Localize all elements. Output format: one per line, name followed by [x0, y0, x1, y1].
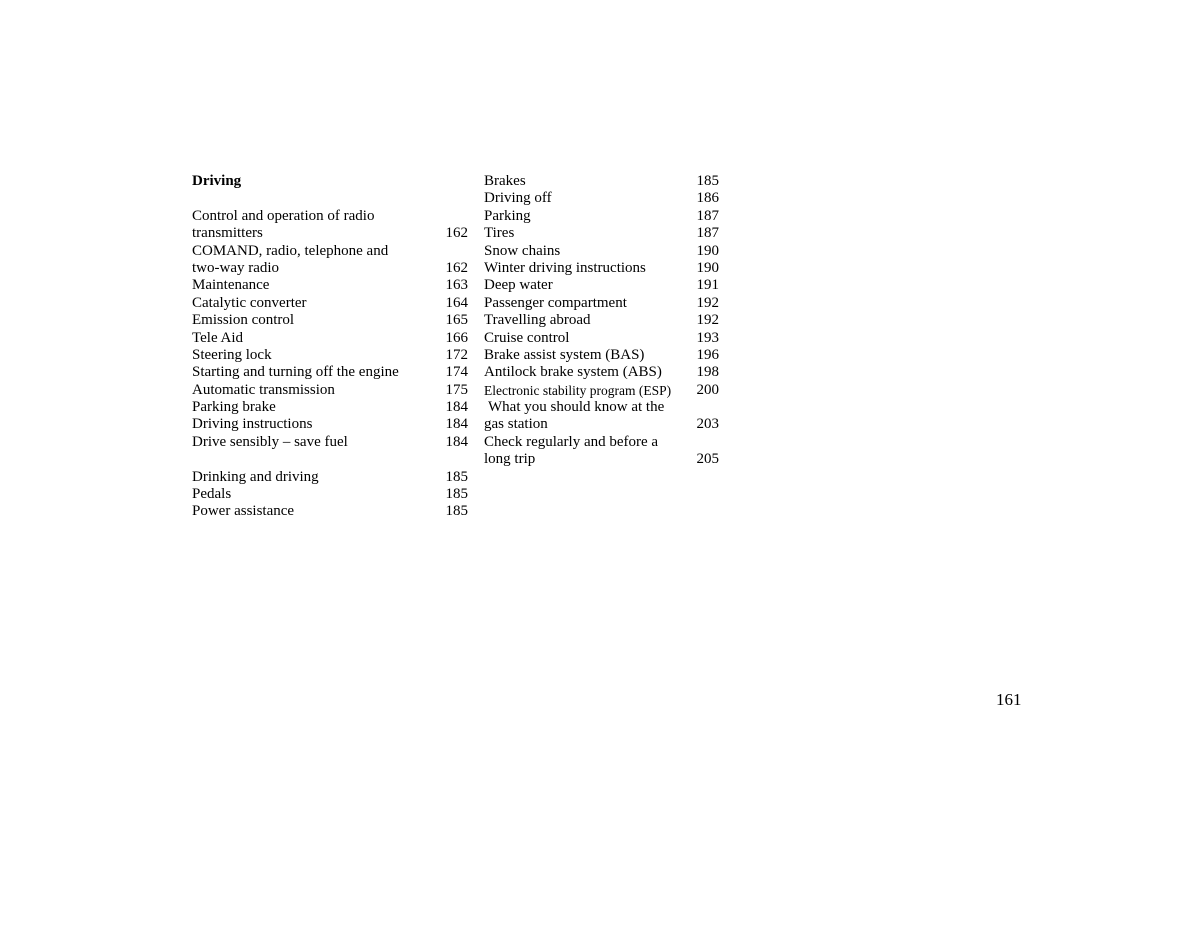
toc-entry: [192, 243, 468, 260]
toc-entry: [484, 451, 719, 468]
toc-entry-label: Winter driving instructions: [484, 259, 646, 276]
toc-entry: [484, 295, 719, 312]
toc-entry-page: 172: [445, 346, 468, 363]
section-heading: [192, 173, 468, 190]
toc-entry-page: 187: [696, 225, 719, 242]
toc-entry: [484, 347, 719, 364]
toc-entry: [484, 260, 719, 277]
toc-entry: [484, 312, 719, 329]
toc-entry-label: What you should know at the: [488, 399, 665, 416]
toc-entry-label: transmitters: [192, 225, 263, 242]
toc-entry-page: 187: [696, 207, 719, 224]
toc-entry-label: Parking brake: [192, 399, 276, 416]
toc-entry-page: 165: [445, 312, 468, 329]
toc-entry: [192, 330, 468, 347]
toc-entry: [484, 382, 719, 399]
toc-entry-page: 192: [696, 294, 719, 311]
toc-entry: [192, 486, 468, 503]
toc-entry: [192, 364, 468, 381]
toc-entry-label: Steering lock: [192, 346, 272, 363]
toc-entry: [192, 225, 468, 242]
toc-entry-page: 184: [445, 416, 468, 433]
toc-entry-label: gas station: [484, 416, 548, 433]
toc-entry-page: 190: [696, 259, 719, 276]
blank-line: [192, 451, 468, 468]
toc-entry: [192, 260, 468, 277]
toc-entry-label: Travelling abroad: [484, 312, 591, 329]
toc-entry-label: Deep water: [484, 277, 553, 294]
toc-entry-label: Starting and turning off the engine: [192, 364, 399, 381]
toc-entry: [484, 434, 719, 451]
toc-entry-page: 200: [696, 381, 719, 398]
toc-entry-label: two-way radio: [192, 259, 280, 276]
page-number: 161: [996, 690, 1022, 709]
toc-entry-label: Power assistance: [192, 503, 295, 520]
toc-entry-label: Parking: [484, 207, 531, 224]
toc-entry-label: Brakes: [484, 173, 526, 189]
toc-entry-page: 166: [445, 329, 468, 346]
toc-entry: [192, 312, 468, 329]
toc-entry-page: 184: [445, 433, 468, 450]
toc-entry-page: 186: [696, 190, 719, 207]
toc-right-column: [484, 173, 719, 469]
toc-entry-label: Automatic transmission: [192, 381, 335, 398]
toc-entry-label: Drive sensibly – save fuel: [192, 433, 348, 450]
toc-entry-label: Pedals: [192, 486, 232, 503]
toc-entry: [484, 277, 719, 294]
toc-entry-label: Emission control: [192, 312, 295, 329]
toc-entry-page: 164: [445, 294, 468, 311]
toc-entry: [484, 364, 719, 381]
toc-entry-label: Electronic stability program (ESP): [484, 382, 672, 398]
toc-entry-label: Driving instructions: [192, 416, 313, 433]
toc-entry: [484, 208, 719, 225]
toc-entry-label: Catalytic converter: [192, 294, 307, 311]
toc-entry-label: Check regularly and before a: [484, 433, 659, 450]
toc-entry-page: 191: [696, 277, 719, 294]
toc-entry-page: 185: [696, 173, 719, 189]
toc-entry-page: 203: [696, 416, 719, 433]
toc-entry-page: 163: [445, 277, 468, 294]
section-title: Driving: [192, 173, 242, 189]
toc-entry: [192, 399, 468, 416]
toc-entry-label: Antilock brake system (ABS): [484, 364, 662, 381]
toc-entry-label: Driving off: [484, 190, 552, 207]
toc-entry: [192, 469, 468, 486]
toc-entry-label: Passenger compartment: [484, 294, 627, 311]
toc-entry: [192, 382, 468, 399]
toc-entry-label: Control and operation of radio: [192, 207, 375, 224]
toc-entry: [484, 173, 719, 190]
toc-entry-page: 184: [445, 399, 468, 416]
toc-entry-page: 193: [696, 329, 719, 346]
toc-entry: [192, 277, 468, 294]
toc-entry-label: Maintenance: [192, 277, 270, 294]
toc-entry-page: 162: [445, 259, 468, 276]
toc-entry-page: 162: [445, 225, 468, 242]
toc-entry-label: Snow chains: [484, 242, 561, 259]
toc-entry: [192, 295, 468, 312]
toc-entry-page: 205: [696, 451, 719, 468]
toc-entry-page: 192: [696, 312, 719, 329]
toc-entry: [484, 225, 719, 242]
toc-entry-page: 196: [696, 346, 719, 363]
toc-entry-label: Drinking and driving: [192, 468, 319, 485]
toc-entry-page: 174: [445, 364, 468, 381]
toc-entry-page: 185: [445, 468, 468, 485]
toc-entry: [192, 503, 468, 520]
blank-line: [192, 190, 468, 207]
toc-left-column: [192, 173, 468, 521]
toc-entry: [192, 416, 468, 433]
toc-entry-label: Cruise control: [484, 329, 570, 346]
toc-entry: [484, 190, 719, 207]
toc-entry-page: 175: [445, 381, 468, 398]
toc-entry-label: long trip: [484, 451, 536, 468]
toc-entry: [484, 243, 719, 260]
toc-entry-label: Tires: [484, 225, 515, 242]
toc-entry-label: Brake assist system (BAS): [484, 346, 645, 363]
toc-entry-page: 198: [696, 364, 719, 381]
toc-entry: [192, 208, 468, 225]
toc-entry-page: 190: [696, 242, 719, 259]
toc-entry: [484, 399, 719, 416]
toc-entry: [192, 434, 468, 451]
toc-entry-page: 185: [445, 503, 468, 520]
toc-entry-page: 185: [445, 486, 468, 503]
toc-entry-label: COMAND, radio, telephone and: [192, 242, 389, 259]
toc-entry: [484, 330, 719, 347]
toc-entry: [484, 416, 719, 433]
toc-entry-label: Tele Aid: [192, 329, 244, 346]
toc-entry: [192, 347, 468, 364]
